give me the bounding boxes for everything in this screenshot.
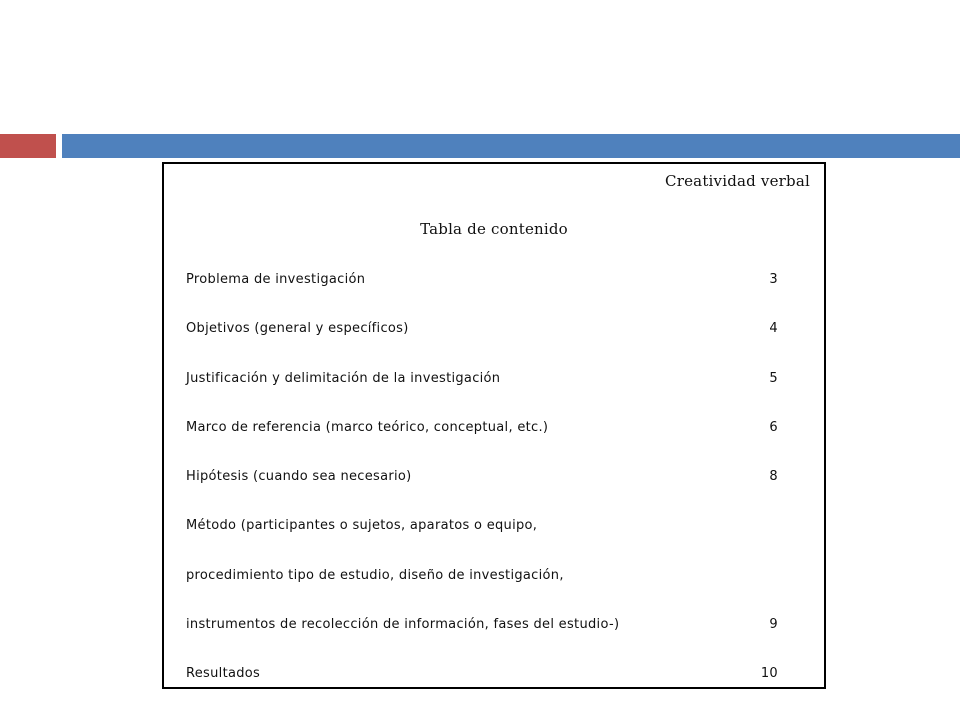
toc-entry-page: 6 — [769, 420, 778, 435]
document-title: Tabla de contenido — [420, 220, 568, 238]
toc-entry-page: 5 — [769, 371, 778, 386]
toc-entry-page: 4 — [769, 321, 778, 336]
toc-entry-label: instrumentos de recolección de información, fases del estudio-) — [186, 617, 620, 632]
toc-entry-page: 8 — [769, 469, 778, 484]
toc-entry-page: 9 — [769, 617, 778, 632]
toc-entry-label: Hipótesis (cuando sea necesario) — [186, 469, 412, 484]
toc-entry-label: Problema de investigación — [186, 272, 366, 287]
toc-entry-page: 10 — [760, 666, 778, 681]
accent-bar-red — [0, 134, 56, 158]
accent-bar-blue — [62, 134, 960, 158]
toc-entry-label: Justificación y delimitación de la investigación — [186, 371, 501, 386]
toc-entry-label: Método (participantes o sujetos, aparatos o equipo, — [186, 518, 538, 533]
document-image — [162, 162, 826, 689]
toc-entry-label: Marco de referencia (marco teórico, conceptual, etc.) — [186, 420, 549, 435]
toc-entry-label: procedimiento tipo de estudio, diseño de investigación, — [186, 568, 564, 583]
toc-entry-label: Objetivos (general y específicos) — [186, 321, 409, 336]
document-header: Creatividad verbal — [665, 172, 810, 190]
toc-entry-page: 3 — [769, 272, 778, 287]
toc-entry-label: Resultados — [186, 666, 261, 681]
